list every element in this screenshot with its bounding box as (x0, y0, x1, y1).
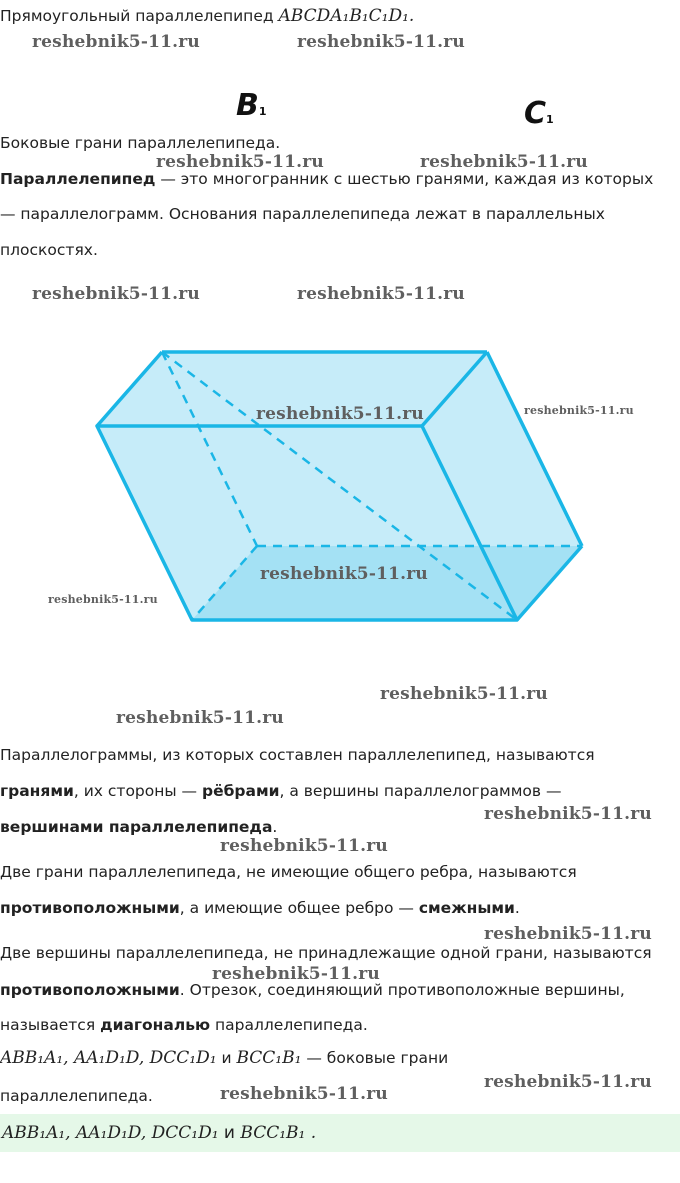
definition-line-2: — параллелограмм. Основания параллелепипеда лежат в параллельных (0, 205, 605, 223)
definition-line-3: плоскостях. (0, 241, 98, 259)
watermark: reshebnik5-11.ru (420, 152, 588, 172)
watermark: reshebnik5-11.ru (484, 924, 652, 944)
watermark: reshebnik5-11.ru (484, 1072, 652, 1092)
watermark: reshebnik5-11.ru (256, 404, 424, 424)
watermark: reshebnik5-11.ru (220, 836, 388, 856)
faces-line-1: ABB₁A₁, AA₁D₁D, DCC₁D₁ и BCC₁B₁ — боковые грани (0, 1048, 449, 1068)
watermark: reshebnik5-11.ru (116, 708, 284, 728)
watermark: reshebnik5-11.ru (220, 1084, 388, 1104)
para2-line-2: противоположными, а имеющие общее ребро — смежными. (0, 899, 520, 917)
watermark: reshebnik5-11.ru (32, 284, 200, 304)
watermark: reshebnik5-11.ru (260, 564, 428, 584)
watermark: reshebnik5-11.ru (380, 684, 548, 704)
definition-term: Параллелепипед (0, 170, 156, 188)
para2-line-1: Две грани параллелепипеда, не имеющие общего ребра, называются (0, 863, 577, 881)
title-text: Прямоугольный параллелепипед (0, 7, 274, 25)
para3-line-2: противоположными. Отрезок, соединяющий противоположные вершины, (0, 981, 625, 999)
answer-text: ABB₁A₁, AA₁D₁D, DCC₁D₁ и BCC₁B₁ . (2, 1123, 317, 1143)
vertex-label-c1: C1 (524, 96, 554, 131)
para3-line-1: Две вершины параллелепипеда, не принадлежащие одной грани, называются (0, 944, 652, 962)
watermark: reshebnik5-11.ru (297, 32, 465, 52)
para1-line-2: гранями, их стороны — рёбрами, а вершины параллелограммов — (0, 782, 562, 800)
watermark: reshebnik5-11.ru (484, 804, 652, 824)
title-math: ABCDA₁B₁C₁D₁. (278, 6, 415, 26)
watermark: reshebnik5-11.ru (212, 964, 380, 984)
definition-line-1: Параллелепипед — это многогранник с шестью гранями, каждая из которых (0, 170, 654, 188)
watermark: reshebnik5-11.ru (297, 284, 465, 304)
para3-line-3: называется диагональю параллелепипеда. (0, 1016, 368, 1034)
watermark: reshebnik5-11.ru (48, 593, 158, 606)
vertex-label-b1: B1 (236, 88, 267, 123)
watermark: reshebnik5-11.ru (156, 152, 324, 172)
answer-box (0, 1114, 680, 1152)
faces-line-2: параллелепипеда. (0, 1087, 153, 1105)
watermark: reshebnik5-11.ru (32, 32, 200, 52)
para1-line-3: вершинами параллелепипеда. (0, 818, 278, 836)
para1-line-1: Параллелограммы, из которых составлен параллелепипед, называются (0, 746, 595, 764)
caption: Боковые грани параллелепипеда. (0, 134, 281, 152)
watermark: reshebnik5-11.ru (524, 404, 634, 417)
